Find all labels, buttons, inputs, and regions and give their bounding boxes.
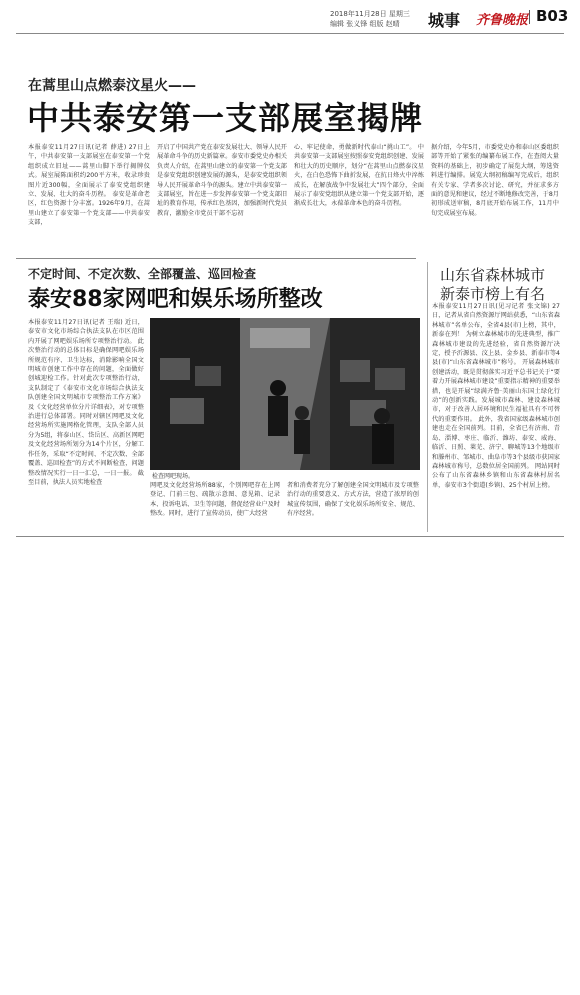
photo-caption: 检查网吧现场。 bbox=[152, 473, 195, 480]
bottom-rule bbox=[16, 536, 564, 537]
article1-kicker: 在蒿里山点燃泰汶星火—— bbox=[28, 78, 196, 94]
article2-headline: 泰安88家网吧和娱乐场所整改 bbox=[28, 287, 323, 312]
article1-headline: 中共泰安第一支部展室揭牌 bbox=[27, 99, 424, 137]
column-divider bbox=[427, 262, 428, 532]
article1-col1: 本报泰安11月27日讯(记者 薛进) 27日上午，中共泰安第一支部展室在泰安第一个党组织成立旧址——蒿里山脚下举行揭牌仪式。展室展陈面积约200平方米，收录珍贵图片近300幅，全面展示了泰安党组织建立、发展、壮大的奋斗历程。 泰安是革命老区，红色资源十分丰富。1926年9月，在蒿里山建立了泰安第一个党支部——中共泰安支部， bbox=[28, 144, 150, 227]
article3-head-line1: 山东省森林城市 bbox=[440, 266, 546, 284]
internet-cafe-photo bbox=[150, 318, 420, 470]
article1-col4: 据介绍，今年5月，市委党史办和泰山区委组织部等开始了紧张的编纂布展工作，在查阅大量资料的基础上，初步确定了展览大纲，筹选资料进行编排。展览大纲初稿编写完成后，组织有关专家、学者多次讨论、研究，并征求多方面的意见和建议，经过不断地修改完善，于8月初形成送审稿，8月底开始布展工作，11月中旬完成展室布展。 bbox=[431, 144, 559, 217]
article3-head-line2: 新泰市榜上有名 bbox=[440, 285, 546, 303]
photo-illustration bbox=[150, 318, 420, 470]
article2-col2: 网吧及文化经营场所88家，个别网吧存在上网登记、门前三包、疏散示意图、意见箱、记录本、投诉电话、卫生等问题，督促经营业户及时整改。同时，进行了宣传动员，使广大经营 bbox=[150, 482, 280, 518]
article2-subhead: 不定时间、不定次数、全部覆盖、巡回检查 bbox=[28, 267, 257, 281]
date-line: 2018年11月28日 星期三 bbox=[330, 10, 410, 18]
masthead-rule bbox=[16, 33, 564, 34]
editor-line: 编辑 张义锋 组版 赵晴 bbox=[330, 20, 400, 28]
newspaper-logo: 齐鲁晚报 bbox=[476, 13, 529, 28]
article1-col3: 心、牢记使命，勇做新时代泰山“挑山工”。 中共泰安第一支部展室按照泰安党组织创建、发展和壮大的历史顺序，划分“在蒿里山点燃泰汶星火，在白色恐怖下曲折发展，在抗日烽火中淬炼成长，在解放战争中发展壮大”四个部分，全面展示了泰安党组织从建立第一个党支部开始，逐渐成长壮大，永葆革命本色的奋斗历程。 bbox=[294, 144, 424, 208]
section-name: 城事 bbox=[428, 11, 461, 30]
article2-col3: 者和消费者充分了解创建全国文明城市及专项整治行动的重要意义、方式方法，营造了浓厚的创城宣传氛围，确保了文化娱乐场所安全、规范、有序经营。 bbox=[287, 482, 419, 518]
masthead-date bbox=[330, 9, 410, 29]
section-rule bbox=[16, 258, 416, 259]
article3-body: 本报泰安11月27日讯(见习记者 张文锦) 27日，记者从省自然资源厅网站获悉，“山东省森林城市”名单公布，全省4县(市)上榜，其中，新泰在列！ 为树立森林城市的先进典型，推广森林城市建设的先进经验，省自然资源厅决定，授予沂源县、汶上县、金乡县、新泰市等4县(市)“山东省森林城市”称号。 开展森林城市创建活动，既是贯彻落实习近平总书记关于“要着力开展森林城市建设”重要指示精神的重要举措，也是开展“绿满齐鲁·美丽山东国土绿化行动”的创新实践。发展城市森林、建设森林城市，对于改善人居环境和民生福祉具有不可替代的重要作用。 此外，我省国家级森林城市创建也走在全国前列。目前，全省已有济南、青岛、淄博、枣庄、临沂、潍坊、泰安、威海、临沂、日照、莱芜、济宁、聊城等13个地级市和滕州市、邹城市、曲阜市等3个县级市获国家森林城市称号，总数位居全国前列。 网站同时公布了山东省森林乡镇和山东省森林村居名单，泰安市3个街道(乡镇)、25个村居上榜。 bbox=[432, 303, 560, 489]
page-number: B03 bbox=[536, 7, 569, 25]
article1-col2: 开启了中国共产党在泰安发展壮大、领导人民开展革命斗争的历史新篇章。泰安市委党史办相关负责人介绍，在蒿里山建立的泰安第一个党支部是泰安党组织创建发展的源头，是泰安党组织领导人民开展革命斗争的源头。建立中共泰安第一支部展室，旨在进一步发挥泰安第一个党支部旧址的教育作用，传承红色基因，加强新时代党员教育，激励全市党员干部不忘初 bbox=[157, 144, 287, 217]
article2-col1: 本报泰安11月27日讯(记者 王瑞) 近日，泰安市文化市场综合执法支队在市区范围内开展了网吧娱乐场所专项整治行动。 此次整治行动的总体目标是确保网吧娱乐场所规范有序、卫生达标，消除影响全国文明城市创建工作中存在的问题，全面做好创城迎检工作。针对此次专项整治行动，支队制定了《泰安市文化市场综合执法支队创建全国文明城市专项整治工作方案》及《文化经营单位分片详细表》，对专项整治进行总体部署。同时对辖区网吧及文化经营场所实施网格化管理，支队全部人员分为5组，将泰山区、岱岳区、高新区网吧及文化经营场所划分为14个片区，分解工作任务，采取“不定时间、不定次数、全部覆盖、巡回检查”的方式不间断检查，问题整改情况实行一日一汇总，一日一报。 截至目前，执法人员实地检查 bbox=[28, 319, 144, 486]
masthead-divider bbox=[529, 10, 530, 24]
